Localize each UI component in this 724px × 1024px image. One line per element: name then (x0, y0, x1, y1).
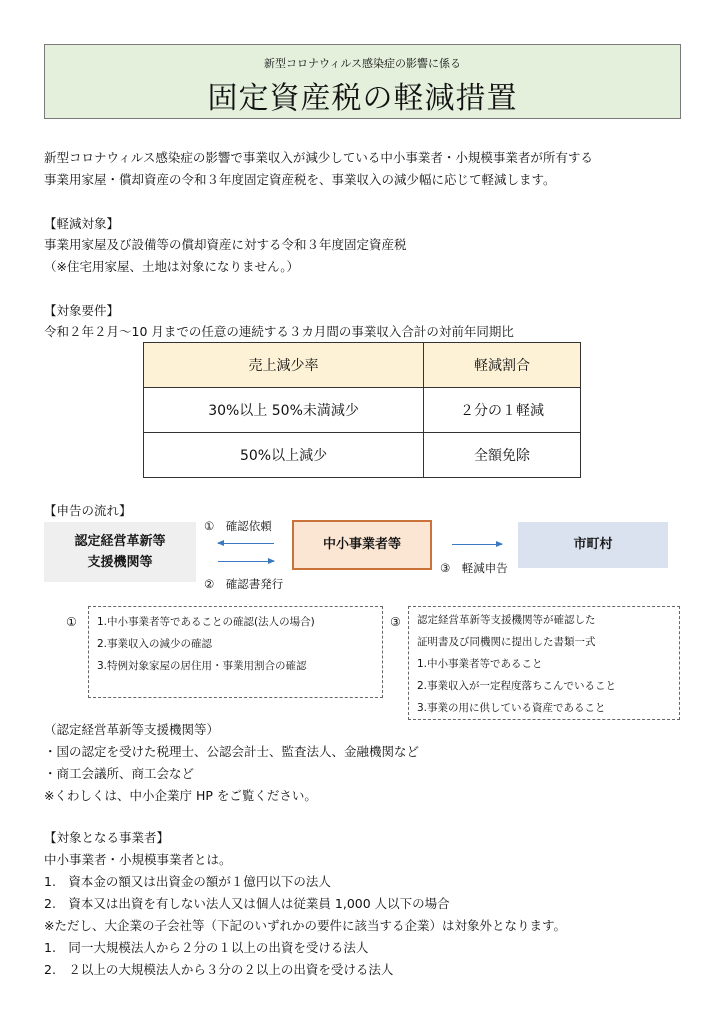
municipality-box (518, 522, 668, 568)
table-header-row (144, 343, 581, 388)
note3-marker: ③ (390, 615, 401, 629)
business-line: 1. 資本金の額又は出資金の額が１億円以下の法人 (44, 874, 331, 889)
business-line: ※ただし、大企業の子会社等（下記のいずれかの要件に該当する企業）は対象外となります。 (44, 918, 566, 933)
arrow-left-icon (218, 543, 274, 544)
note3-box (408, 606, 680, 720)
support-info-line: ・商工会議所、商工会など (44, 766, 195, 781)
support-org-line-2: 支援機関等 (87, 555, 153, 570)
support-org-line-1: 認定経営革新等 (74, 534, 166, 549)
step1-label: ① 確認依頼 (204, 519, 272, 533)
sme-box (292, 520, 432, 570)
table-header-cell: 売上減少率 (144, 343, 424, 388)
title-box (44, 44, 681, 119)
support-info-line: ・国の認定を受けた税理士、公認会計士、監査法人、金融機関など (44, 744, 420, 759)
arrow-right-icon (452, 544, 502, 545)
table-header-cell: 軽減割合 (424, 343, 581, 388)
municipality-label: 市町村 (573, 537, 613, 552)
target-heading: 【軽減対象】 (44, 216, 120, 231)
note1-line: 1.中小事業者等であることの確認(法人の場合) (97, 616, 315, 628)
flow-heading: 【申告の流れ】 (44, 503, 132, 518)
support-info-heading: （認定経営革新等支援機関等） (44, 722, 220, 737)
note3-line: 証明書及び同機関に提出した書類一式 (417, 636, 596, 648)
note1-marker: ① (66, 615, 77, 629)
table-cell: 30%以上 50%未満減少 (144, 388, 424, 433)
subtitle: 新型コロナウィルス感染症の影響に係る (263, 57, 461, 70)
support-info-note: ※くわしくは、中小企業庁 HP をご覧ください。 (44, 788, 317, 803)
note3-line: 2.事業収入が一定程度落ちこんでいること (417, 680, 617, 692)
table-row (144, 388, 581, 433)
table-cell: 50%以上減少 (144, 433, 424, 478)
intro-line-1: 新型コロナウィルス感染症の影響で事業収入が減少している中小事業者・小規模事業者が所有する (44, 150, 593, 165)
support-org-box (44, 522, 196, 582)
table-cell: ２分の１軽減 (424, 388, 581, 433)
requirement-heading: 【対象要件】 (44, 303, 120, 318)
note1-line: 3.特例対象家屋の居住用・事業用割合の確認 (97, 660, 307, 672)
business-line: 2. 資本又は出資を有しない法人又は個人は従業員 1,000 人以下の場合 (44, 896, 450, 911)
table-row (144, 433, 581, 478)
arrow-right-icon (218, 561, 274, 562)
note1-box (88, 606, 383, 698)
step3-label: ③ 軽減申告 (440, 561, 508, 575)
table-cell: 全額免除 (424, 433, 581, 478)
note1-line: 2.事業収入の減少の確認 (97, 638, 213, 650)
note3-line: 認定経営革新等支援機関等が確認した (417, 614, 596, 626)
business-heading: 【対象となる事業者】 (44, 830, 170, 845)
business-line: 中小事業者・小規模事業者とは。 (44, 852, 232, 867)
note3-line: 1.中小事業者等であること (417, 658, 543, 670)
reduction-table (143, 342, 581, 478)
business-line: 1. 同一大規模法人から２分の１以上の出資を受ける法人 (44, 940, 369, 955)
step2-label: ② 確認書発行 (204, 577, 284, 591)
target-line-1: 事業用家屋及び設備等の償却資産に対する令和３年度固定資産税 (44, 237, 407, 252)
intro-line-2: 事業用家屋・償却資産の令和３年度固定資産税を、事業収入の減少幅に応じて軽減します。 (44, 172, 556, 187)
sme-label: 中小事業者等 (322, 537, 401, 552)
page-title: 固定資産税の軽減措置 (207, 81, 518, 116)
requirement-text: 令和２年２月～10 月までの任意の連続する３カ月間の事業収入合計の対前年同期比 (44, 324, 514, 339)
target-line-2: （※住宅用家屋、土地は対象になりません。） (44, 259, 299, 274)
business-line: 2. ２以上の大規模法人から３分の２以上の出資を受ける法人 (44, 962, 394, 977)
note3-line: 3.事業の用に供している資産であること (417, 702, 606, 714)
